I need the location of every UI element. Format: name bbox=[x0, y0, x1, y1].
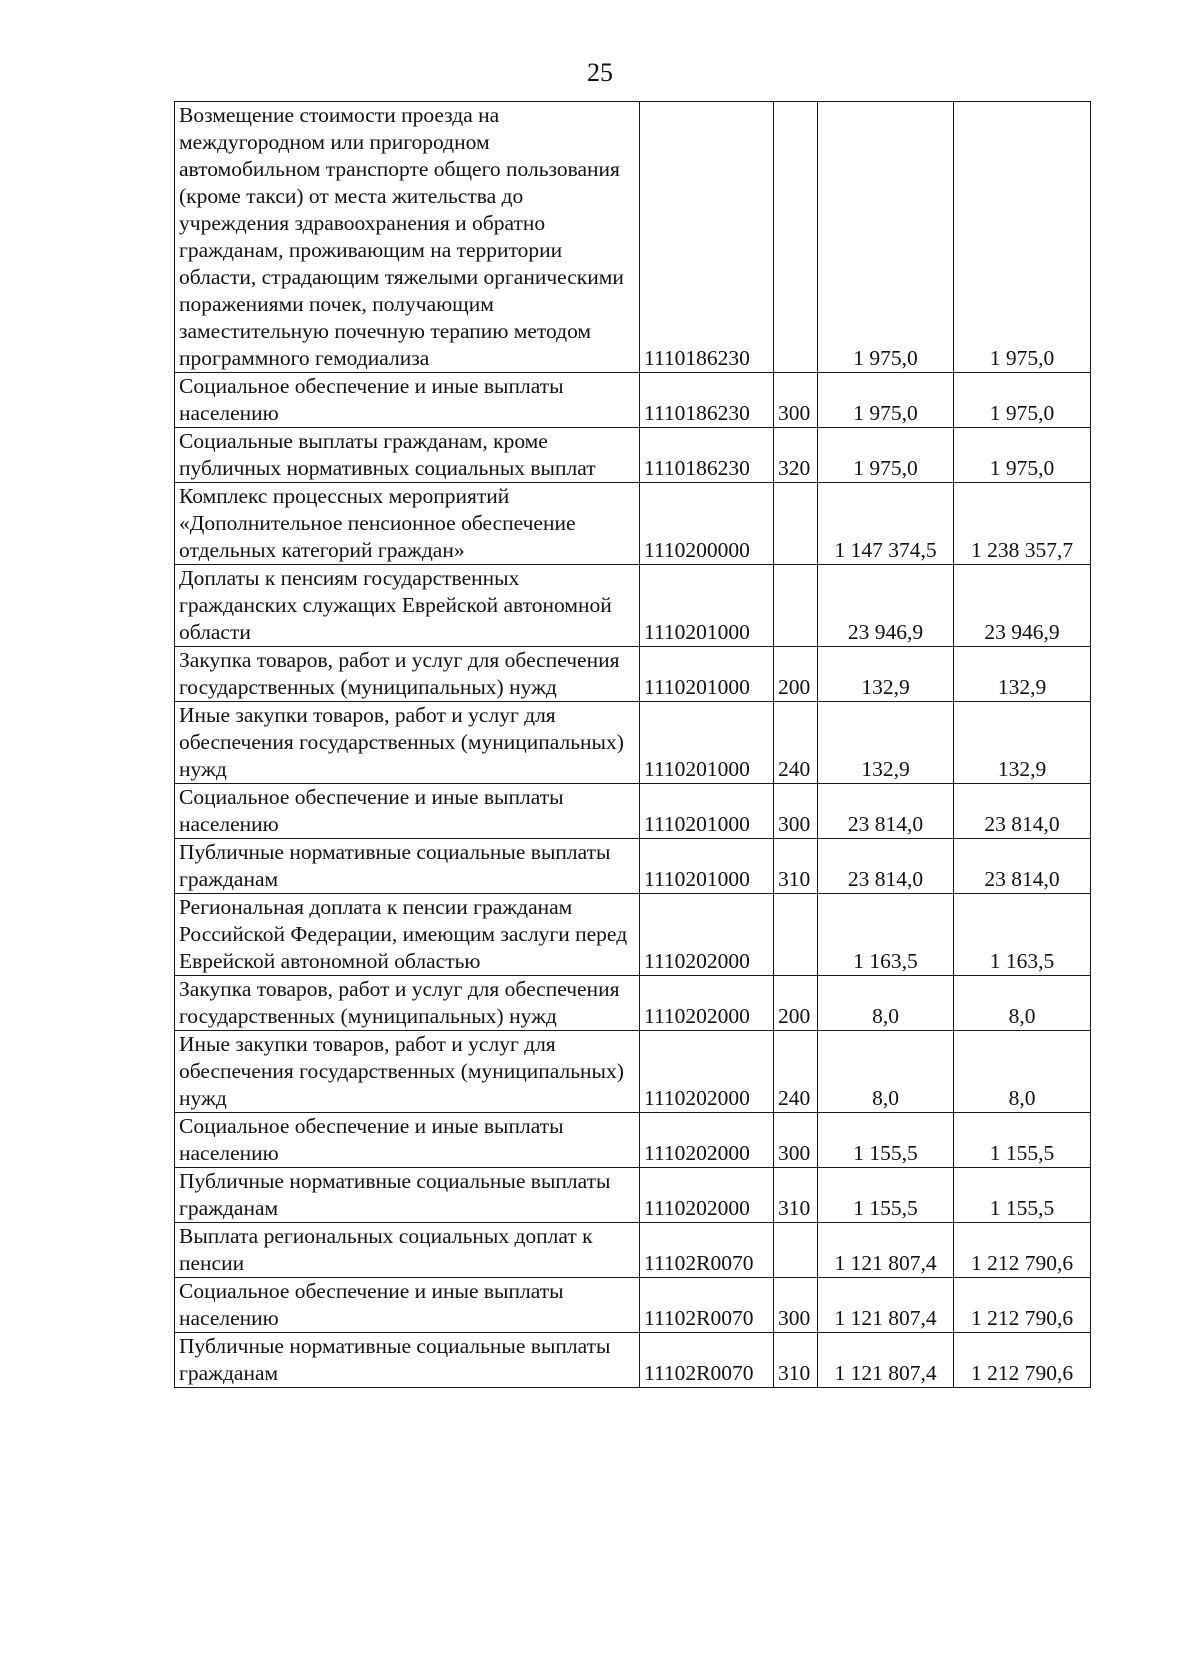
row-value-year2-cell: 1 975,0 bbox=[954, 373, 1091, 428]
row-code-cell: 1110186230 bbox=[640, 428, 774, 483]
row-value-year1-cell: 1 147 374,5 bbox=[818, 483, 954, 565]
row-value-year2-cell: 8,0 bbox=[954, 1031, 1091, 1113]
row-value-year1-cell: 1 121 807,4 bbox=[818, 1333, 954, 1388]
table-row bbox=[175, 1223, 1091, 1278]
row-value-year1-cell: 1 163,5 bbox=[818, 894, 954, 976]
row-code-cell: 11102R0070 bbox=[640, 1223, 774, 1278]
table-row bbox=[175, 784, 1091, 839]
row-name-cell: Закупка товаров, работ и услуг для обеспечения государственных (муниципальных) нужд bbox=[175, 647, 640, 702]
table-row bbox=[175, 1168, 1091, 1223]
row-code-cell: 11102R0070 bbox=[640, 1278, 774, 1333]
row-expense-type-cell: 300 bbox=[774, 1278, 818, 1333]
row-name-cell: Публичные нормативные социальные выплаты гражданам bbox=[175, 1333, 640, 1388]
row-expense-type-cell: 310 bbox=[774, 1333, 818, 1388]
row-name-cell: Иные закупки товаров, работ и услуг для обеспечения государственных (муниципальных) нужд bbox=[175, 1031, 640, 1113]
row-name-cell: Выплата региональных социальных доплат к пенсии bbox=[175, 1223, 640, 1278]
row-value-year1-cell: 1 975,0 bbox=[818, 428, 954, 483]
row-code-cell: 1110202000 bbox=[640, 1113, 774, 1168]
table-row bbox=[175, 1031, 1091, 1113]
row-value-year1-cell: 23 814,0 bbox=[818, 839, 954, 894]
row-value-year2-cell: 1 212 790,6 bbox=[954, 1223, 1091, 1278]
row-name-cell: Возмещение стоимости проезда на междугородном или пригородном автомобильном транспорте общего пользования (кроме такси) от места жительства до учреждения здравоохранения и обратно гражданам, проживающим на территории области, страдающим тяжелыми органическими поражениями почек, получающим заместительную почечную терапию методом программного гемодиализа bbox=[175, 102, 640, 373]
table-row bbox=[175, 565, 1091, 647]
row-value-year2-cell: 1 212 790,6 bbox=[954, 1333, 1091, 1388]
row-code-cell: 11102R0070 bbox=[640, 1333, 774, 1388]
row-code-cell: 1110186230 bbox=[640, 102, 774, 373]
row-expense-type-cell: 320 bbox=[774, 428, 818, 483]
row-name-cell: Доплаты к пенсиям государственных гражданских служащих Еврейской автономной области bbox=[175, 565, 640, 647]
row-name-cell: Комплекс процессных мероприятий «Дополнительное пенсионное обеспечение отдельных категорий граждан» bbox=[175, 483, 640, 565]
table-body bbox=[175, 102, 1091, 1388]
row-value-year2-cell: 1 155,5 bbox=[954, 1168, 1091, 1223]
row-expense-type-cell bbox=[774, 483, 818, 565]
row-value-year1-cell: 1 975,0 bbox=[818, 373, 954, 428]
row-name-cell: Социальное обеспечение и иные выплаты населению bbox=[175, 1113, 640, 1168]
row-expense-type-cell bbox=[774, 894, 818, 976]
row-name-cell: Социальное обеспечение и иные выплаты населению bbox=[175, 1278, 640, 1333]
row-value-year2-cell: 1 155,5 bbox=[954, 1113, 1091, 1168]
row-expense-type-cell: 240 bbox=[774, 702, 818, 784]
row-value-year2-cell: 8,0 bbox=[954, 976, 1091, 1031]
row-name-cell: Социальные выплаты гражданам, кроме публичных нормативных социальных выплат bbox=[175, 428, 640, 483]
row-value-year1-cell: 132,9 bbox=[818, 647, 954, 702]
row-name-cell: Социальное обеспечение и иные выплаты населению bbox=[175, 373, 640, 428]
row-value-year1-cell: 1 155,5 bbox=[818, 1168, 954, 1223]
row-expense-type-cell: 200 bbox=[774, 647, 818, 702]
row-value-year2-cell: 132,9 bbox=[954, 647, 1091, 702]
row-value-year2-cell: 1 238 357,7 bbox=[954, 483, 1091, 565]
row-value-year2-cell: 1 975,0 bbox=[954, 102, 1091, 373]
budget-table bbox=[174, 101, 1091, 1388]
row-code-cell: 1110202000 bbox=[640, 1031, 774, 1113]
table-row bbox=[175, 894, 1091, 976]
row-value-year1-cell: 1 121 807,4 bbox=[818, 1223, 954, 1278]
table-row bbox=[175, 702, 1091, 784]
row-expense-type-cell: 300 bbox=[774, 1113, 818, 1168]
row-code-cell: 1110186230 bbox=[640, 373, 774, 428]
row-value-year2-cell: 1 975,0 bbox=[954, 428, 1091, 483]
row-value-year1-cell: 132,9 bbox=[818, 702, 954, 784]
row-expense-type-cell: 200 bbox=[774, 976, 818, 1031]
row-code-cell: 1110201000 bbox=[640, 784, 774, 839]
table-row bbox=[175, 1278, 1091, 1333]
row-value-year1-cell: 1 975,0 bbox=[818, 102, 954, 373]
table-row bbox=[175, 428, 1091, 483]
row-code-cell: 1110202000 bbox=[640, 976, 774, 1031]
row-code-cell: 1110201000 bbox=[640, 647, 774, 702]
row-value-year1-cell: 1 121 807,4 bbox=[818, 1278, 954, 1333]
row-value-year2-cell: 23 814,0 bbox=[954, 839, 1091, 894]
table-row bbox=[175, 373, 1091, 428]
row-expense-type-cell bbox=[774, 565, 818, 647]
row-code-cell: 1110201000 bbox=[640, 839, 774, 894]
row-value-year2-cell: 23 946,9 bbox=[954, 565, 1091, 647]
row-name-cell: Публичные нормативные социальные выплаты гражданам bbox=[175, 839, 640, 894]
page-number: 25 bbox=[587, 58, 613, 87]
table-row bbox=[175, 976, 1091, 1031]
row-name-cell: Иные закупки товаров, работ и услуг для обеспечения государственных (муниципальных) нужд bbox=[175, 702, 640, 784]
row-value-year1-cell: 1 155,5 bbox=[818, 1113, 954, 1168]
table-row bbox=[175, 839, 1091, 894]
table-row bbox=[175, 1113, 1091, 1168]
row-code-cell: 1110201000 bbox=[640, 565, 774, 647]
row-expense-type-cell bbox=[774, 102, 818, 373]
row-expense-type-cell: 310 bbox=[774, 839, 818, 894]
table-row bbox=[175, 1333, 1091, 1388]
row-expense-type-cell bbox=[774, 1223, 818, 1278]
row-expense-type-cell: 240 bbox=[774, 1031, 818, 1113]
row-code-cell: 1110201000 bbox=[640, 702, 774, 784]
table-row bbox=[175, 483, 1091, 565]
row-name-cell: Региональная доплата к пенсии гражданам Российской Федерации, имеющим заслуги перед Еврейской автономной областью bbox=[175, 894, 640, 976]
table-row bbox=[175, 647, 1091, 702]
row-value-year1-cell: 23 946,9 bbox=[818, 565, 954, 647]
row-name-cell: Закупка товаров, работ и услуг для обеспечения государственных (муниципальных) нужд bbox=[175, 976, 640, 1031]
table-row bbox=[175, 102, 1091, 373]
row-code-cell: 1110202000 bbox=[640, 894, 774, 976]
row-value-year1-cell: 8,0 bbox=[818, 976, 954, 1031]
row-name-cell: Социальное обеспечение и иные выплаты населению bbox=[175, 784, 640, 839]
row-name-cell: Публичные нормативные социальные выплаты гражданам bbox=[175, 1168, 640, 1223]
row-value-year2-cell: 1 163,5 bbox=[954, 894, 1091, 976]
row-expense-type-cell: 310 bbox=[774, 1168, 818, 1223]
row-expense-type-cell: 300 bbox=[774, 373, 818, 428]
row-value-year1-cell: 8,0 bbox=[818, 1031, 954, 1113]
row-value-year2-cell: 1 212 790,6 bbox=[954, 1278, 1091, 1333]
row-code-cell: 1110200000 bbox=[640, 483, 774, 565]
row-value-year1-cell: 23 814,0 bbox=[818, 784, 954, 839]
row-value-year2-cell: 23 814,0 bbox=[954, 784, 1091, 839]
row-code-cell: 1110202000 bbox=[640, 1168, 774, 1223]
row-expense-type-cell: 300 bbox=[774, 784, 818, 839]
row-value-year2-cell: 132,9 bbox=[954, 702, 1091, 784]
